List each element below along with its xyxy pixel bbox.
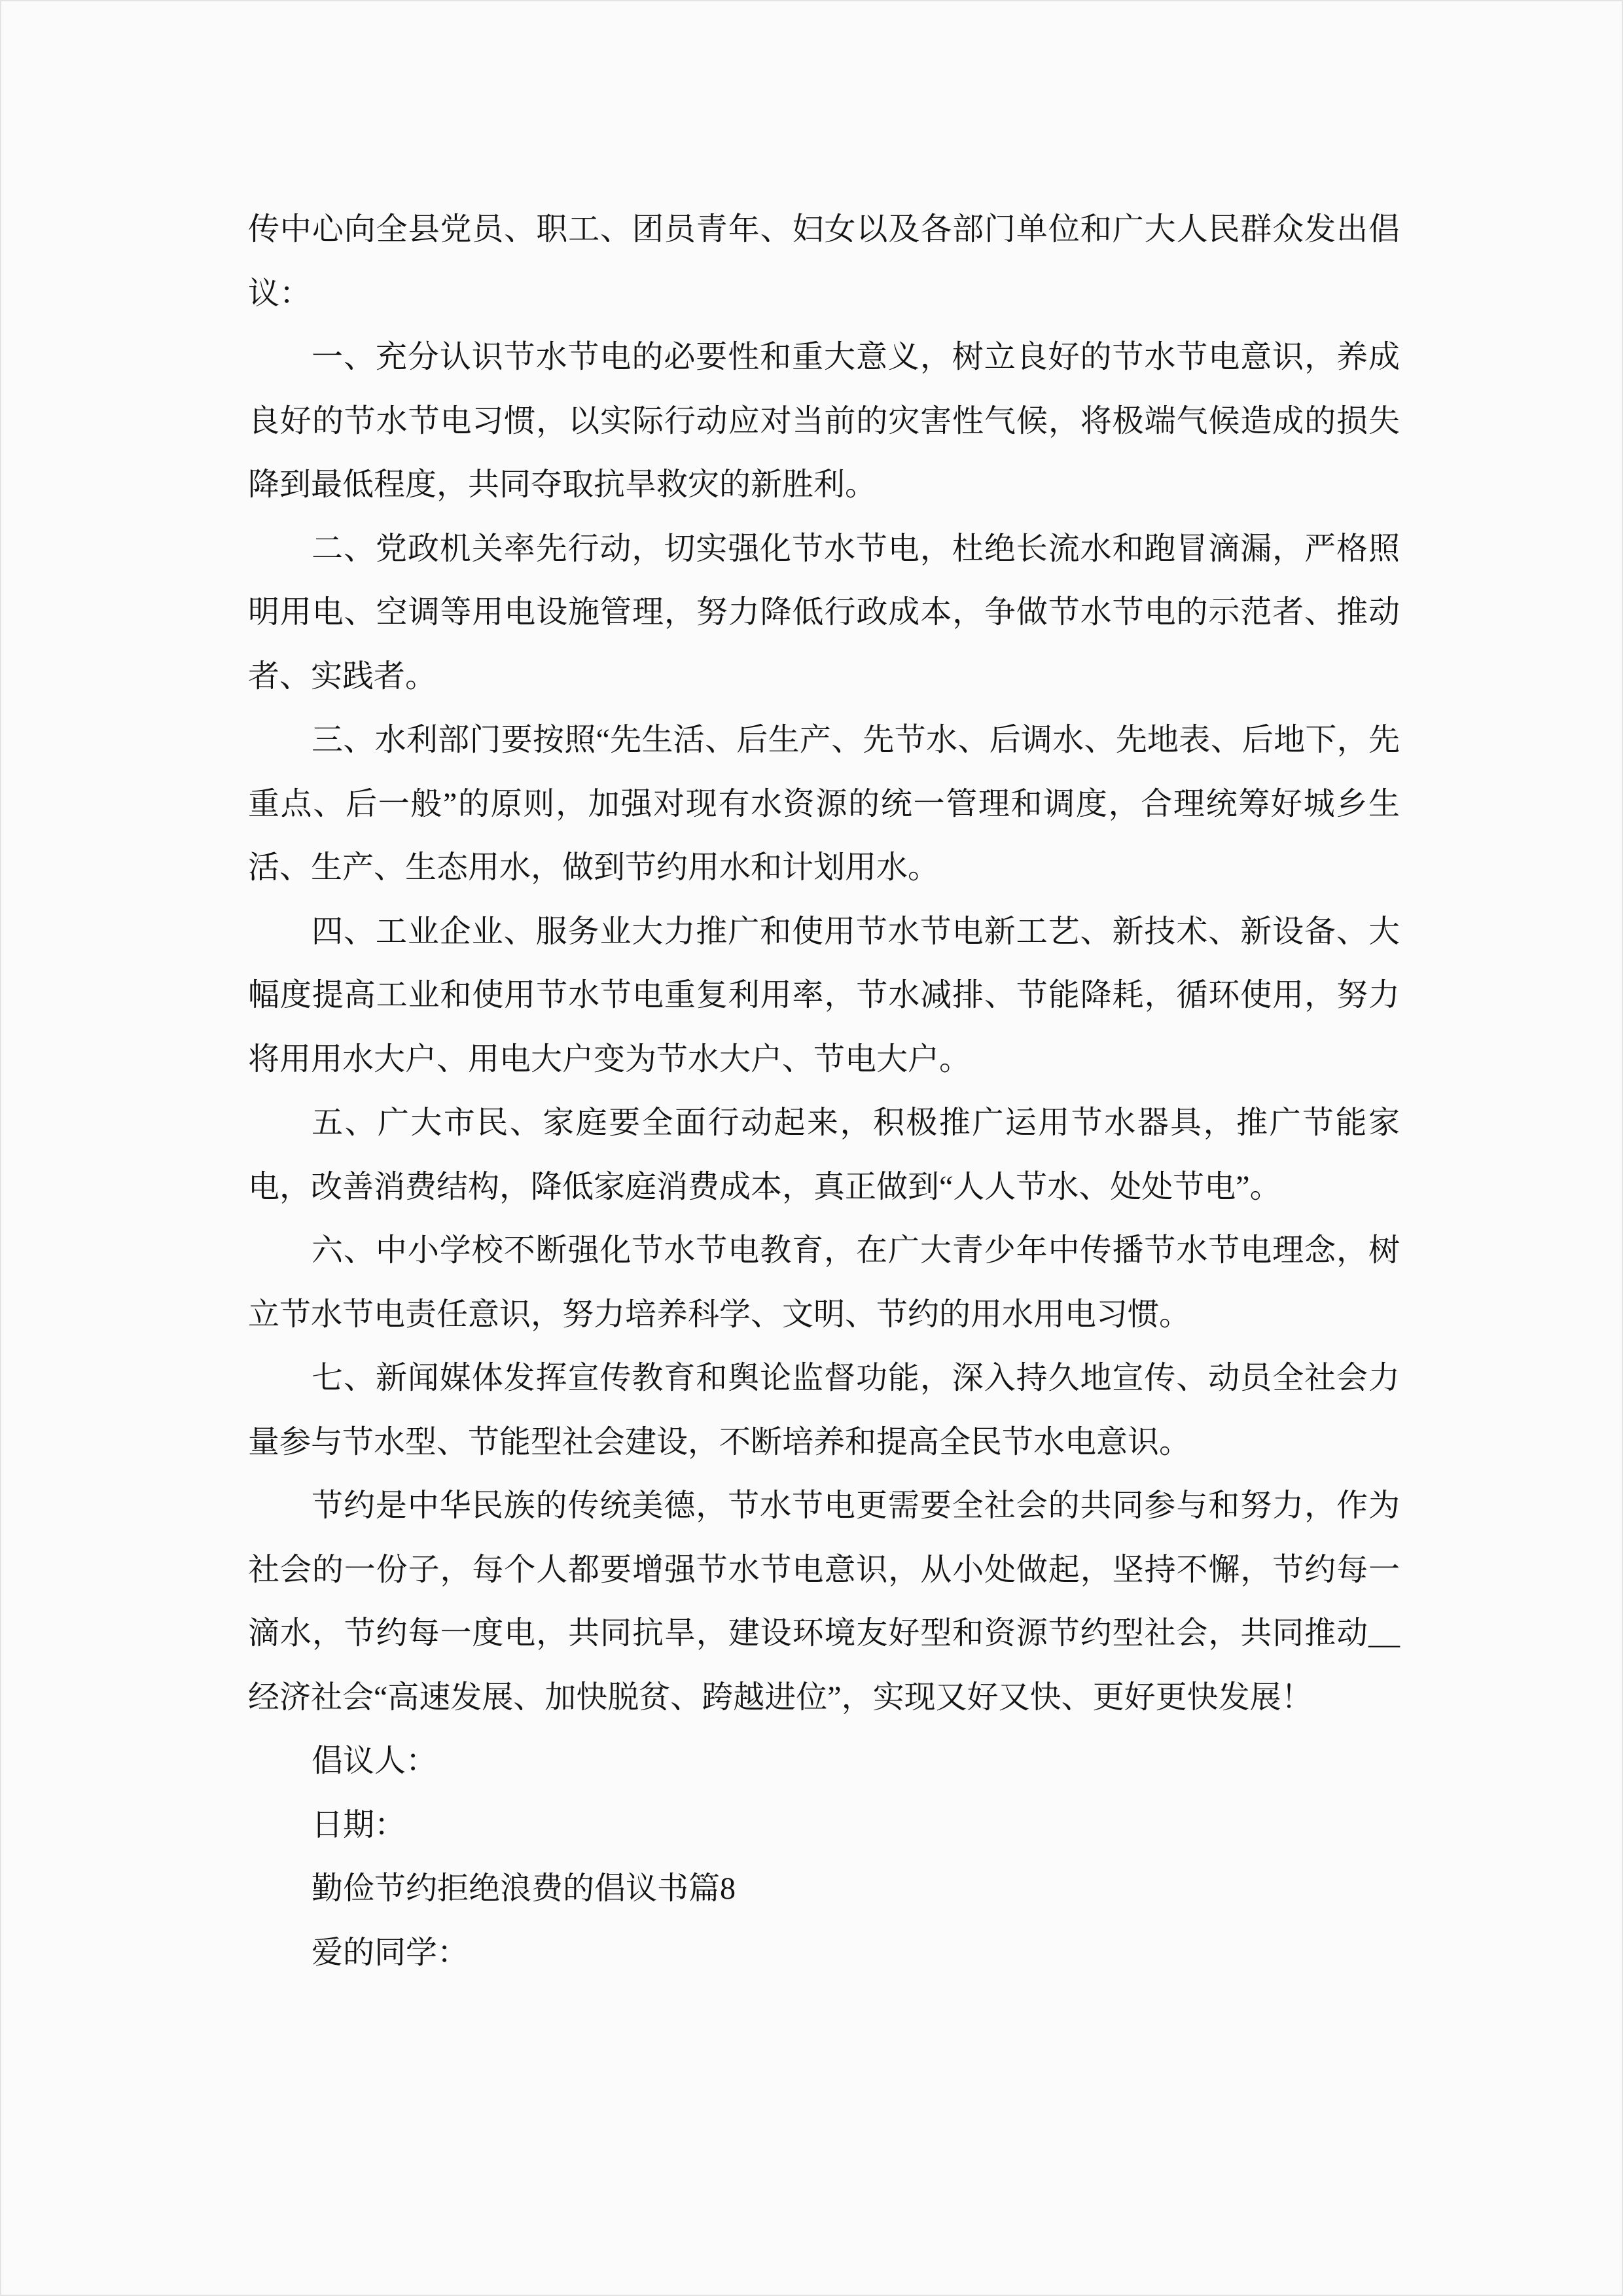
paragraph-point-3: 三、水利部门要按照“先生活、后生产、先节水、后调水、先地表、后地下，先重点、后一般”的原则，加强对现有水资源的统一管理和调度，合理统筹好城乡生活、生产、生态用水，做到节约用水和计划用水。	[248, 723, 1400, 885]
paragraph-point-4: 四、工业企业、服务业大力推广和使用节水节电新工艺、新技术、新设备、大幅度提高工业和使用节水节电重复利用率，节水减排、节能降耗，循环使用，努力将用用水大户、用电大户变为节水大户、节电大户。	[248, 914, 1400, 1077]
paragraph-point-5: 五、广大市民、家庭要全面行动起来，积极推广运用节水器具，推广节能家电，改善消费结构，降低家庭消费成本，真正做到“人人节水、处处节电”。	[248, 1105, 1400, 1204]
paragraph-continuation: 传中心向全县党员、职工、团员青年、妇女以及各部门单位和广大人民群众发出倡议：	[248, 212, 1400, 311]
paragraph-point-6: 六、中小学校不断强化节水节电教育，在广大青少年中传播节水节电理念，树立节水节电责任意识，努力培养科学、文明、节约的用水用电习惯。	[248, 1233, 1400, 1332]
signature-proposer-label: 倡议人：	[312, 1744, 438, 1778]
document-body	[248, 198, 1400, 1984]
next-section-salutation: 爱的同学：	[312, 1935, 469, 1970]
paragraph-point-7: 七、新闻媒体发挥宣传教育和舆论监督功能，深入持久地宣传、动员全社会力量参与节水型、节能型社会建设，不断培养和提高全民节水电意识。	[248, 1361, 1400, 1460]
paragraph-point-2: 二、党政机关率先行动，切实强化节水节电，杜绝长流水和跑冒滴漏，严格照明用电、空调等用电设施管理，努力降低行政成本，争做节水节电的示范者、推动者、实践者。	[248, 531, 1400, 694]
signature-date-label: 日期：	[312, 1807, 406, 1842]
next-section-title: 勤俭节约拒绝浪费的倡议书篇8	[312, 1871, 736, 1906]
paragraph-point-1: 一、充分认识节水节电的必要性和重大意义，树立良好的节水节电意识，养成良好的节水节电习惯，以实际行动应对当前的灾害性气候，将极端气候造成的损失降到最低程度，共同夺取抗旱救灾的新胜利。	[248, 340, 1400, 502]
paragraph-closing: 节约是中华民族的传统美德，节水节电更需要全社会的共同参与和努力，作为社会的一份子，每个人都要增强节水节电意识，从小处做起，坚持不懈，节约每一滴水，节约每一度电，共同抗旱，建设环境友好型和资源节约型社会，共同推动__经济社会“高速发展、加快脱贫、跨越进位”，实现又好又快、更好更快发展！	[248, 1488, 1400, 1715]
